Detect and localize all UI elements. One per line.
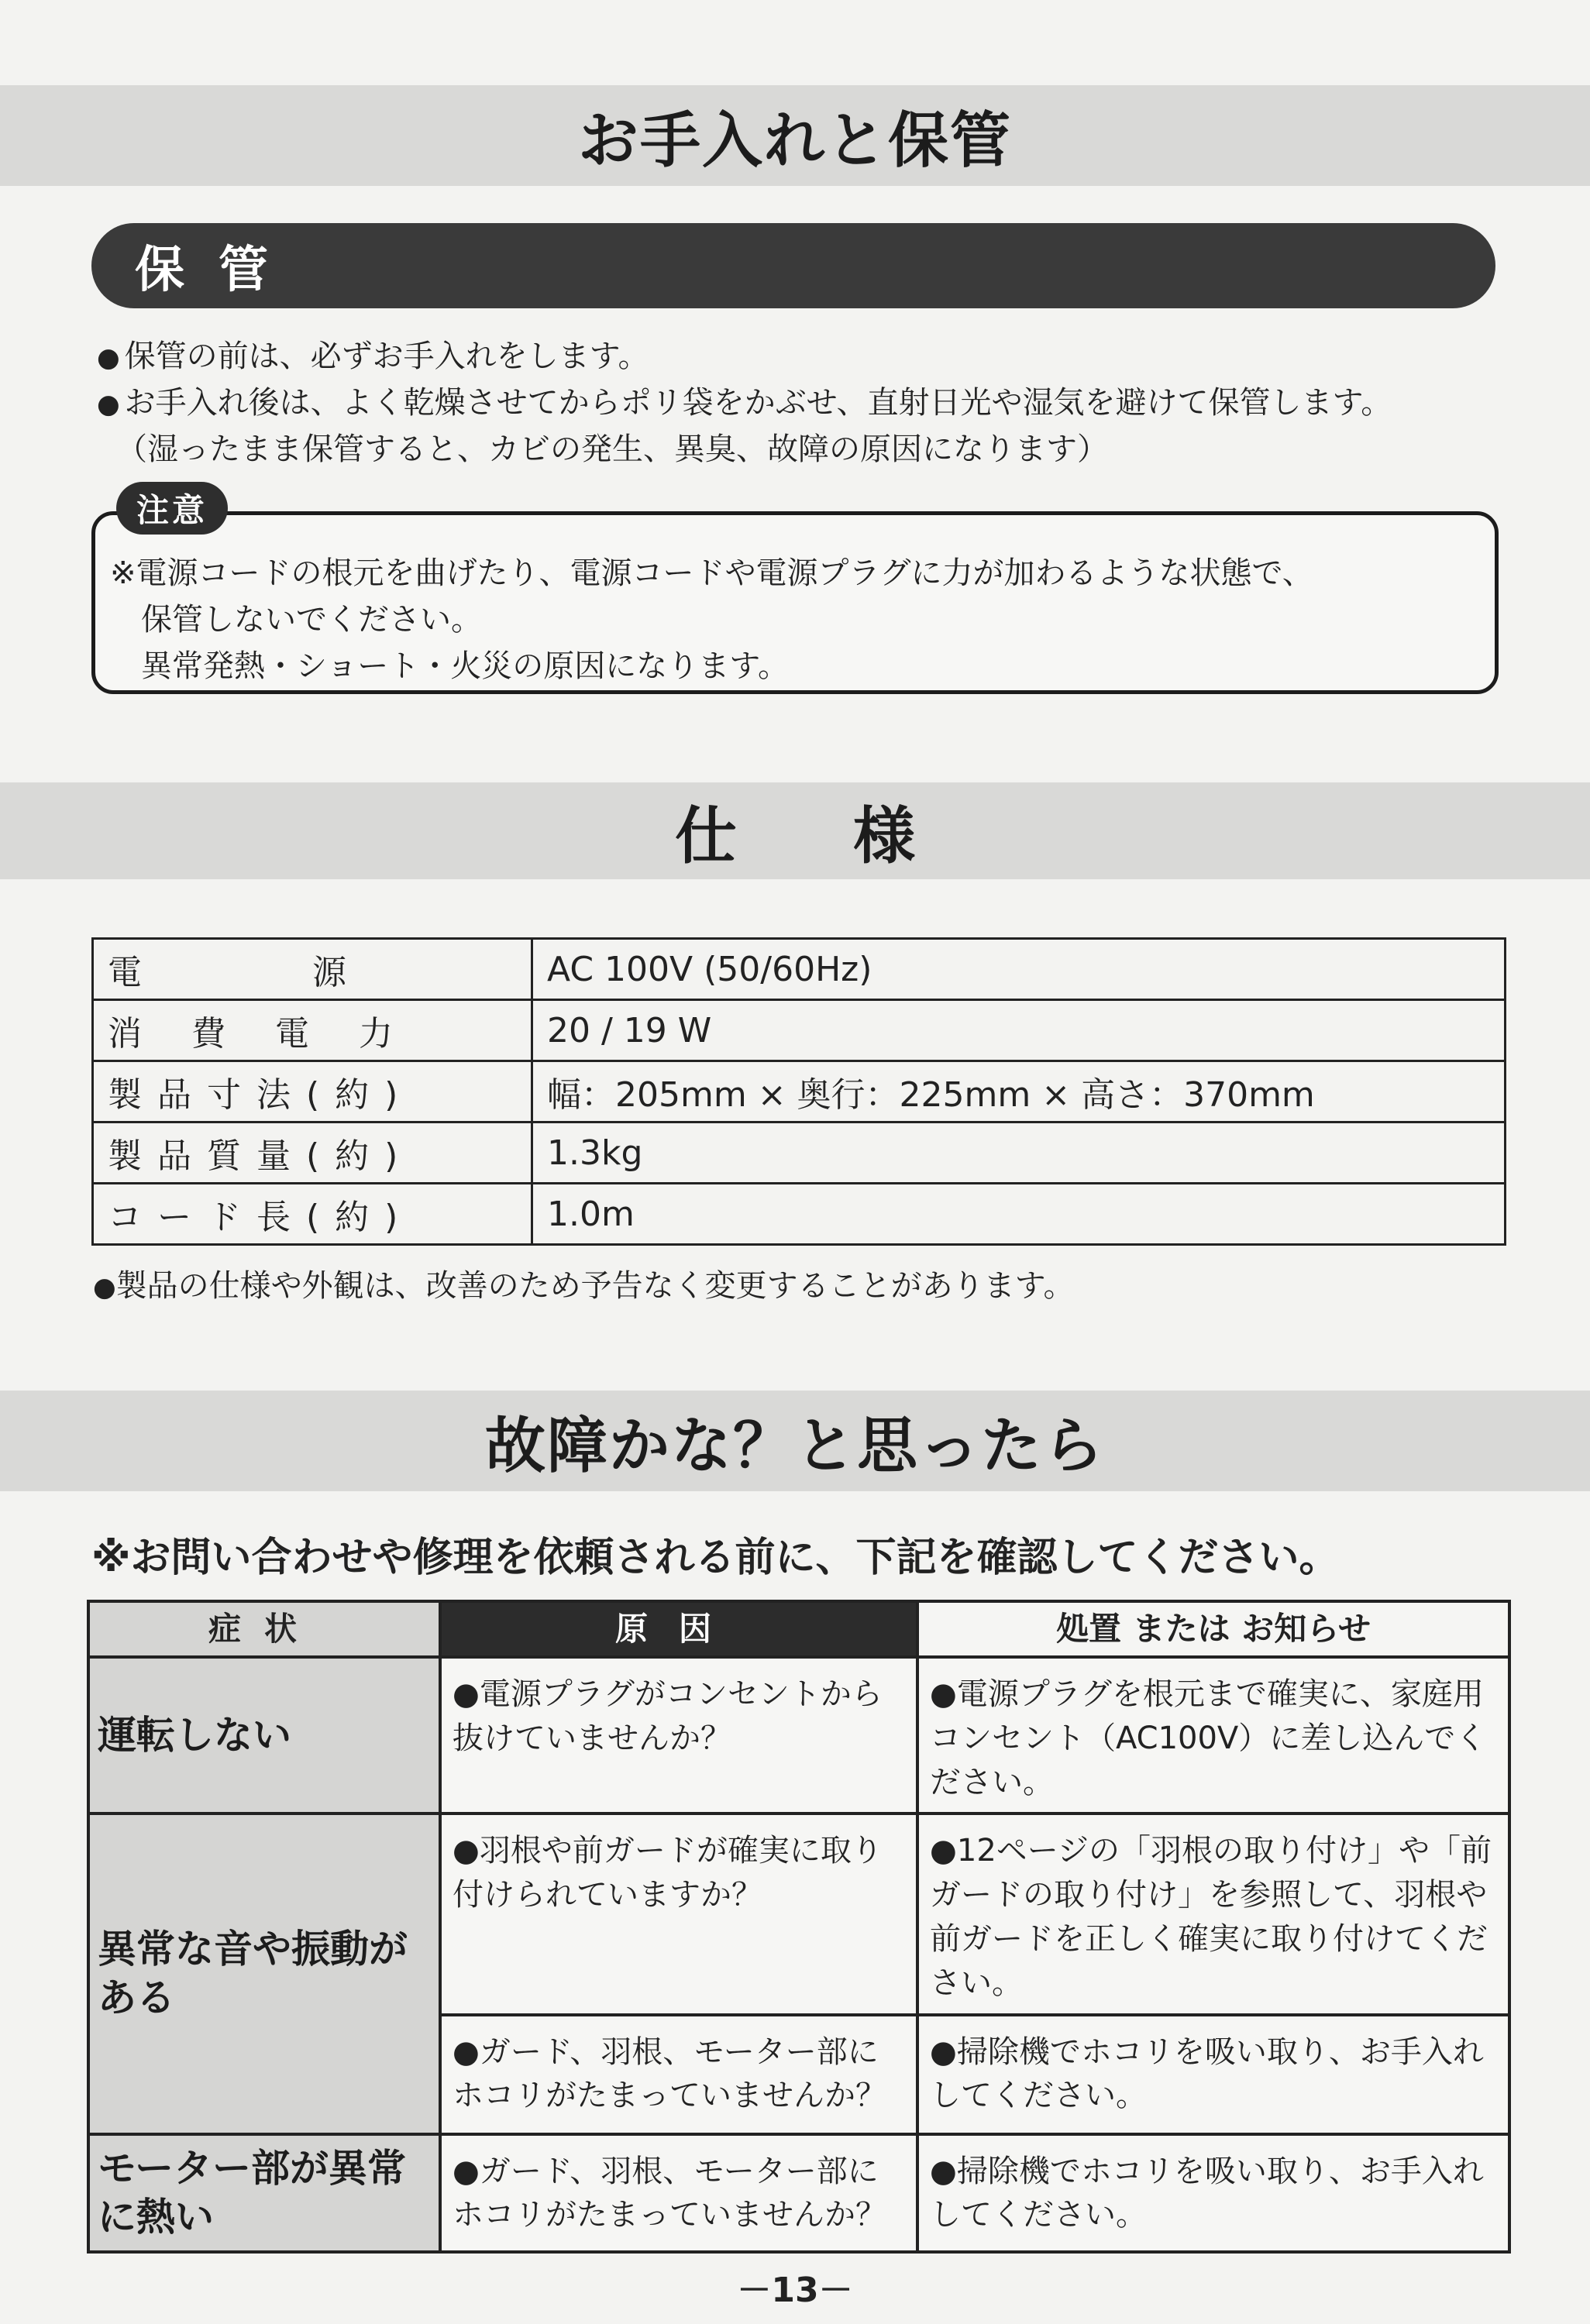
storage-bullet-1-text: 保管の前は、必ずお手入れをします。	[124, 339, 649, 374]
spec-row-power	[93, 939, 1506, 1000]
caution-tag: 注意	[116, 482, 228, 535]
check-note: ※お問い合わせや修理を依頼される前に、下記を確認してください。	[91, 1535, 1340, 1581]
cause-cell: ●電源プラグがコンセントから抜けていませんか？	[440, 1657, 917, 1813]
spec-title: 仕様	[0, 782, 1590, 879]
action-cell: ●電源プラグを根元まで確実に、家庭用コンセント（AC100V）に差し込んでください。	[917, 1657, 1509, 1813]
caution-line-1: ※電源コードの根元を曲げたり、電源コードや電源プラグに力が加わるような状態で、	[110, 555, 1313, 591]
spec-table	[91, 937, 1506, 1246]
spec-note	[93, 1261, 1074, 1305]
storage-bullet-2	[97, 378, 1392, 422]
spec-label: コード長(約)	[93, 1184, 532, 1245]
spec-value: 1.0m	[532, 1184, 1506, 1245]
spec-label: 製品寸法(約)	[93, 1061, 532, 1122]
table-row	[88, 1813, 1509, 2014]
cause-cell: ●羽根や前ガードが確実に取り付けられていますか？	[440, 1813, 917, 2014]
symptom-cell: 異常な音や振動がある	[88, 1813, 440, 2133]
spec-value: 1.3kg	[532, 1122, 1506, 1184]
storage-bullet-note: （湿ったまま保管すると、カビの発生、異臭、故障の原因になります）	[116, 431, 1108, 467]
header-cause: 原因	[440, 1601, 917, 1657]
action-cell: ●掃除機でホコリを吸い取り、お手入れしてください。	[917, 2015, 1509, 2134]
cause-cell: ●ガード、羽根、モーター部にホコリがたまっていませんか？	[440, 2015, 917, 2134]
cause-cell: ●ガード、羽根、モーター部にホコリがたまっていませんか？	[440, 2134, 917, 2252]
header-action: 処置 または お知らせ	[917, 1601, 1509, 1657]
spec-note-text: 製品の仕様や外観は、改善のため予告なく変更することがあります。	[115, 1268, 1075, 1304]
spec-row-consumption	[93, 1000, 1506, 1061]
action-cell: ●掃除機でホコリを吸い取り、お手入れしてください。	[917, 2134, 1509, 2252]
symptom-cell: モーター部が異常に熱い	[88, 2134, 440, 2252]
spec-value: 幅：205mm × 奥行：225mm × 高さ：370mm	[532, 1061, 1506, 1122]
storage-bullet-1	[97, 332, 649, 376]
action-cell: ●12ページの「羽根の取り付け」や「前ガードの取り付け」を参照して、羽根や前ガードを正しく確実に取り付けてください。	[917, 1813, 1509, 2014]
table-row	[88, 2134, 1509, 2252]
spec-value: 20 / 19 W	[532, 1000, 1506, 1061]
spec-label: 電源	[93, 939, 532, 1000]
page-number: －13－	[737, 2271, 853, 2310]
spec-label: 消費電力	[93, 1000, 532, 1061]
bullet-dot-icon: ●	[97, 389, 120, 420]
header-symptom: 症状	[88, 1601, 440, 1657]
spec-value: AC 100V (50/60Hz)	[532, 939, 1506, 1000]
storage-header: 保管	[91, 223, 1495, 308]
caution-line-2: 保管しないでください。	[141, 602, 482, 638]
bullet-dot-icon: ●	[97, 342, 120, 373]
caution-line-3: 異常発熱・ショート・火災の原因になります。	[141, 648, 789, 684]
symptom-cell: 運転しない	[88, 1657, 440, 1813]
troubleshooting-title: 故障かな？と思ったら	[0, 1391, 1590, 1491]
spec-label: 製品質量(約)	[93, 1122, 532, 1184]
bullet-dot-icon: ●	[93, 1272, 116, 1303]
troubleshooting-table	[87, 1600, 1511, 2254]
spec-row-cord	[93, 1184, 1506, 1245]
table-header-row	[88, 1601, 1509, 1657]
spec-row-weight	[93, 1122, 1506, 1184]
storage-bullet-2-text: お手入れ後は、よく乾燥させてからポリ袋をかぶせ、直射日光や湿気を避けて保管します。	[124, 385, 1392, 421]
care-storage-title: お手入れと保管	[0, 85, 1590, 186]
spec-row-dimensions	[93, 1061, 1506, 1122]
table-row	[88, 1657, 1509, 1813]
